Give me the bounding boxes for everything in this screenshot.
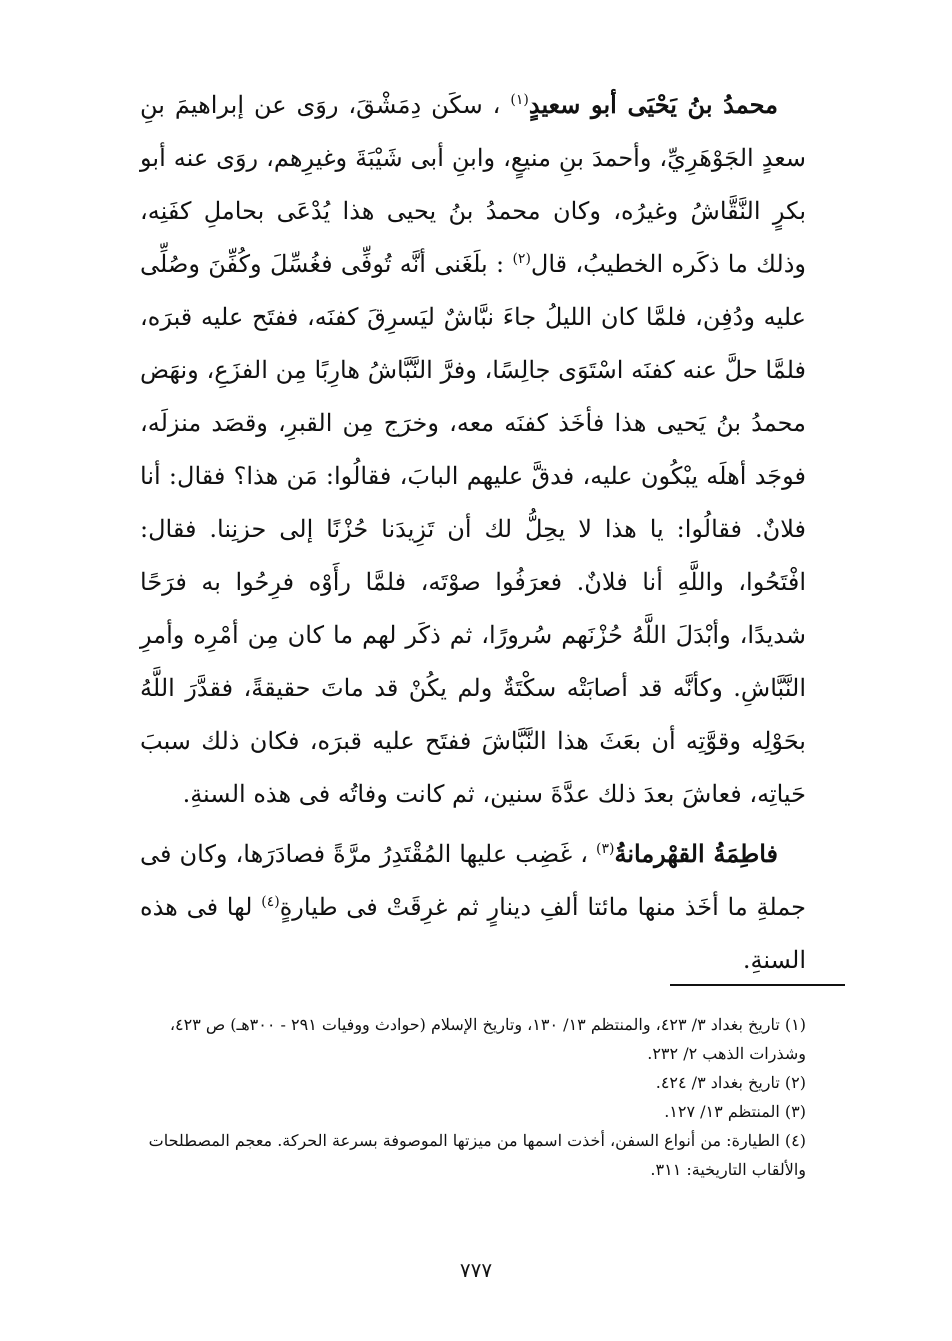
footnote-marker[interactable]: (٢): [512, 251, 531, 267]
entry-name: فاطِمَةُ القهْرمانةُ: [614, 839, 779, 868]
footnote-marker[interactable]: (١): [510, 92, 529, 108]
footnote-4: (٤) الطيارة: من أنواع السفن، أخذت اسمها من ميزتها الموصوفة بسرعة الحركة. معجم المصطلحات والألقاب التاريخية: ٣١١.: [148, 1131, 806, 1179]
footnote-divider: [670, 984, 845, 986]
footnote-marker[interactable]: (٣): [596, 841, 615, 857]
entry-text: ، غَضِب عليها المُقْتَدِرُ مرَّةً فصادَرَها، وكان فى جملةِ ما أخَذ منها مائتا ألفِ دينارٍ ثم غرِقَتْ فى طيارةٍ: [140, 840, 806, 921]
entry-fatima-al-qahramana: [140, 827, 806, 987]
main-text: [140, 78, 806, 987]
entry-text: ، سكَن دِمَشْقَ، روَى عن إبراهيمَ بنِ سعدٍ الجَوْهَرِيِّ، وأحمدَ بنِ منيعٍ، وابنِ أبى شَيْبَةَ وغيرِهم، روَى عنه أبو بكرٍ النَّقَّاشُ وغيرُه، وكان محمدُ بنُ يحيى هذا يُدْعَى بحاملِ كفَنِه، وذلك ما ذكَره الخطيبُ، قال: [140, 91, 806, 278]
footnote-1: (١) تاريخ بغداد ٣/ ٤٢٣، والمنتظم ١٣/ ١٣٠، وتاريخ الإسلام (حوادث ووفيات ٢٩١ - ٣٠٠هـ) ص ٤٢٣، وشذرات الذهب ٢/ ٢٣٢.: [169, 1015, 806, 1063]
entry-name: محمدُ بنُ يَحْيَى أبو سعيدٍ: [528, 90, 778, 119]
entry-muhammad-ibn-yahya: [140, 78, 806, 821]
footnote-2: (٢) تاريخ بغداد ٣/ ٤٢٤.: [655, 1073, 806, 1092]
entry-text: لها فى هذه السنةِ.: [140, 893, 806, 974]
footnotes: [140, 1010, 806, 1184]
entry-text: : بلَغَنى أنَّه تُوفِّى فغُسِّلَ وكُفِّنَ وصُلِّى عليه ودُفِن، فلمَّا كان الليلُ جاءَ نبَّاشٌ ليَسرِقَ كفنَه، ففتَح عليه قبرَه، فلمَّا حلَّ عنه كفنَه اسْتَوَى جالِسًا، وفرَّ النَّبَّاشُ هارِبًا مِن الفزَعِ، ونهَض محمدُ بنُ يَحيى هذا فأخَذ كفنَه معه، وخرَج مِن القبرِ، وقصَد منزلَه، فوجَد أهلَه يبْكُون عليه، فدقَّ عليهم البابَ، فقالُوا: مَن هذا؟ فقال: أنا فلانٌ. فقالُوا: يا هذا لا يحِلُّ لك أن تَزِيدَنا حُزْنًا إلى حزنِنا. فقال: افْتَحُوا، واللَّهِ أنا فلانٌ. فعرَفُوا صوْتَه، فلمَّا رأَوْه فرِحُوا به فرَحًا شديدًا، وأبْدَلَ اللَّهُ حُزْنَهم سُرورًا، ثم ذكَر لهم ما كان مِن أمْرِه وأمرِ النَّبَّاشِ. وكأنَّه قد أصابَتْه سكْتَةٌ ولم يكُنْ قد ماتَ حقيقةً، فقدَّرَ اللَّهُ بحَوْلِه وقوَّتِه أن بعَثَ هذا النَّبَّاشَ ففتَح عليه قبرَه، فكان ذلك سببَ حَياتِه، فعاشَ بعدَ ذلك عدَّةَ سنين، ثم كانت وفاتُه فى هذه السنةِ.: [140, 250, 806, 808]
footnote-marker[interactable]: (٤): [261, 894, 280, 910]
footnote-3: (٣) المنتظم ١٣/ ١٢٧.: [664, 1102, 806, 1121]
page-number: ٧٧٧: [459, 1258, 493, 1282]
